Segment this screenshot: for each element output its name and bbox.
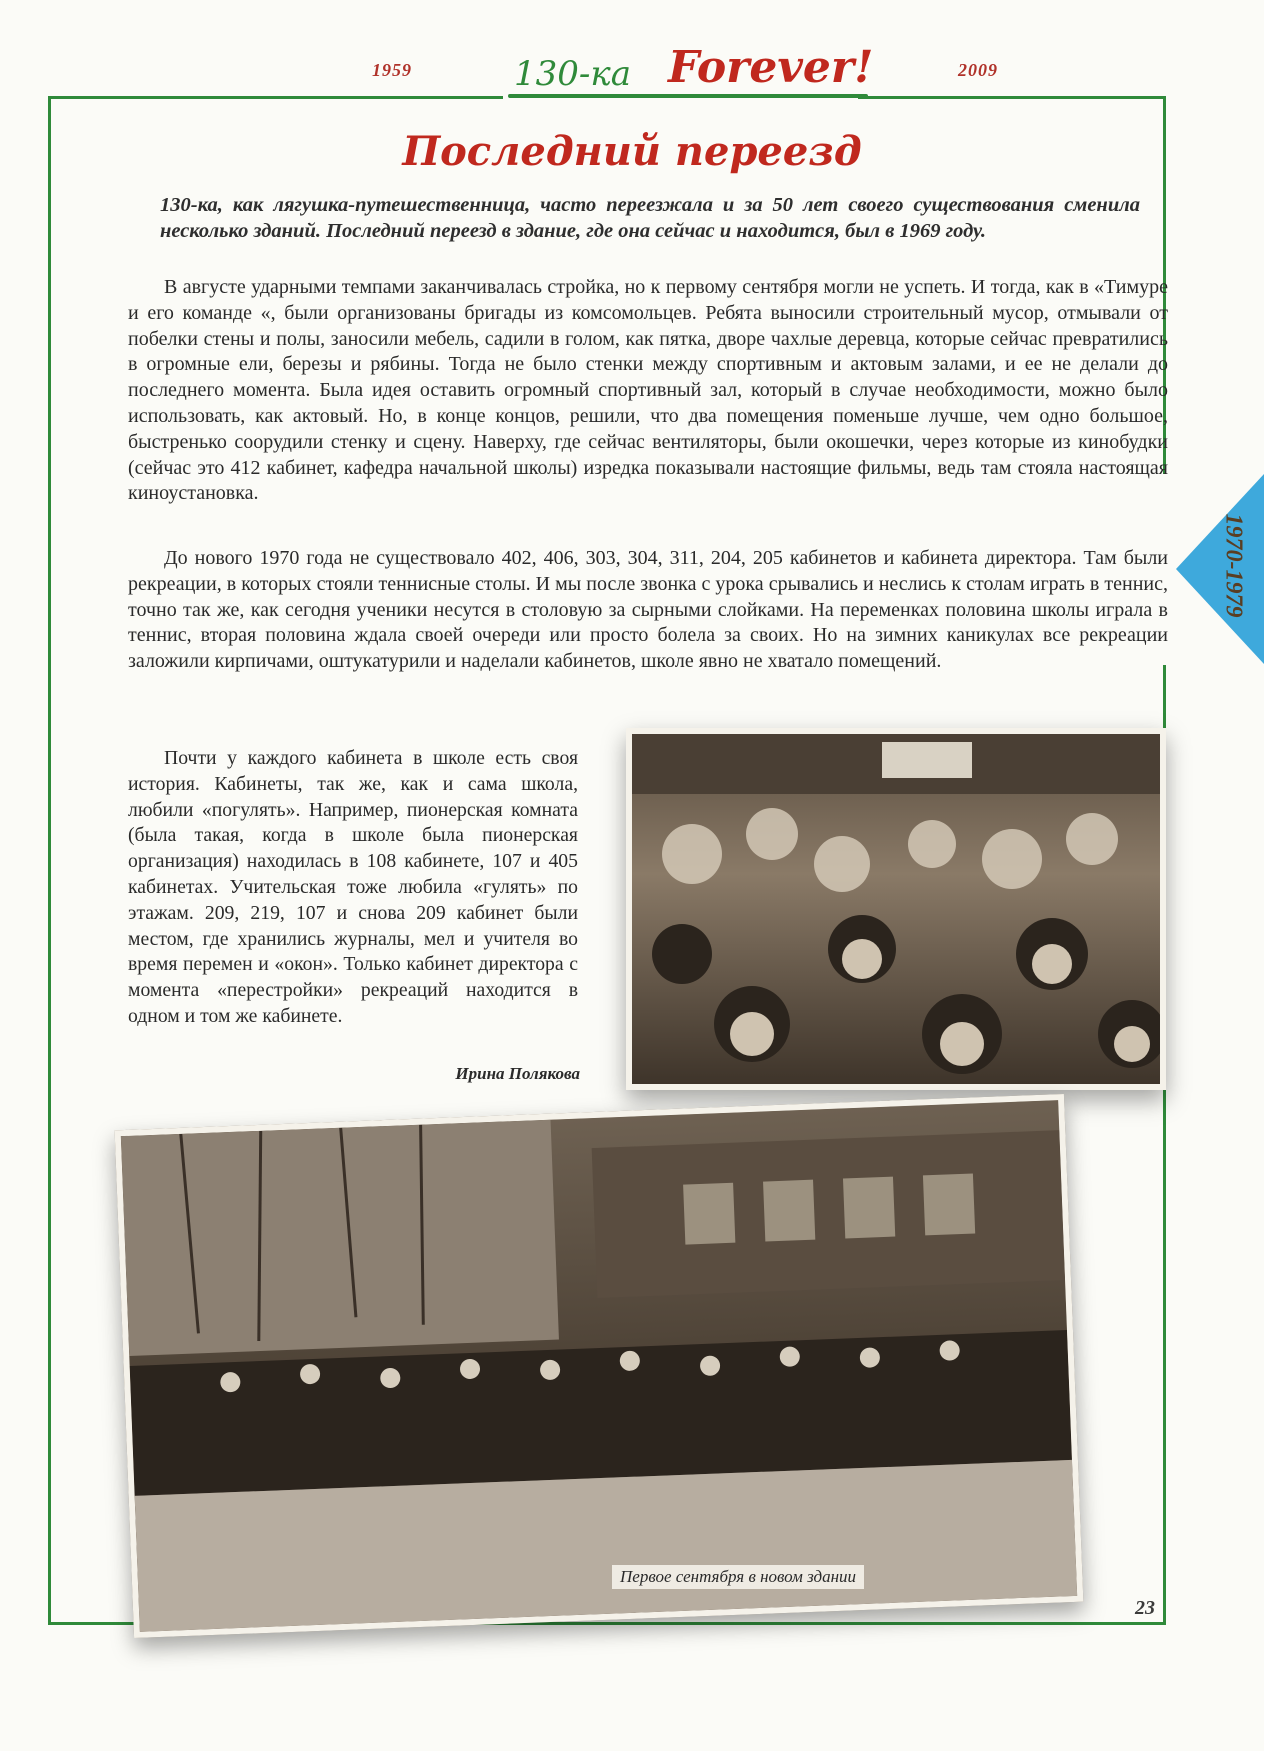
article-lead: 130-ка, как лягушка-путешественница, часто переезжала и за 50 лет своего существования сменила несколько зданий. Последний переезд в здание, где она сейчас и находится, был в 1969 году. — [160, 194, 1140, 242]
year-left: 1959 — [372, 60, 412, 80]
photo-2-image — [121, 1100, 1077, 1632]
photo-children-with-flowers — [626, 728, 1166, 1090]
magazine-logo — [500, 36, 880, 102]
paragraph-1: В августе ударными темпами заканчивалась стройка, но к первому сентября могли не успеть. И тогда, как в «Тимуре и его команде «, были организованы бригады из комсомольцев. Ребята выносили строительный мусор, отмывали от побелки стены и полы, заносили мебель, садили в голом, как пятка, дворе чахлые деревца, которые сейчас превратились в огромные ели, березы и рябины. Тогда не было стенки между спортивным и актовым залами, и ее не делали до последнего момента. Была идея оставить огромный спортивный зал, который в случае необходимости, можно было использовать, как актовый. Но, в конце концов, решили, что два помещения поменьше лучше, чем одно большое, быстренько соорудили стенку и сцену. Наверху, где сейчас вентиляторы, были окошечки, через которые из кинобудки (сейчас это 412 кабинет, кафедра начальной школы) изредка показывали настоящие фильмы, ведь там стояла настоящая киноустановка. — [128, 276, 1168, 505]
photo-1-image — [632, 734, 1160, 1084]
photo-first-september — [115, 1094, 1084, 1638]
photo-caption: Первое сентября в новом здании — [612, 1565, 864, 1589]
author-signature: Ирина Полякова — [455, 1064, 580, 1083]
logo-number: 130-ка — [514, 54, 631, 94]
top-rule-left — [48, 96, 503, 99]
top-rule-right — [858, 96, 1166, 99]
logo-word: Forever! — [668, 42, 874, 93]
logo-swoosh — [508, 94, 868, 98]
article-title: Последний переезд — [402, 128, 862, 175]
paragraph-2: До нового 1970 года не существовало 402, 406, 303, 304, 311, 204, 205 кабинетов и кабинета директора. Там были рекреации, в которых стояли теннисные столы. И мы после звонка с урока срывались и неслись к столам играть в теннис, точно так же, как сегодня ученики несутся в столовую за сырными слойками. На переменках половина школы играла в теннис, вторая половина ждала своей очереди или просто болела за своих. Но на зимних каникулах все рекреации заложили кирпичами, оштукатурили и наделали кабинетов, школе явно не хватало помещений. — [128, 547, 1168, 673]
left-border — [48, 96, 51, 1625]
page-number: 23 — [1135, 1597, 1155, 1619]
decade-label: 1970-1979 — [1220, 513, 1247, 618]
year-right: 2009 — [958, 60, 998, 80]
paragraph-3: Почти у каждого кабинета в школе есть своя история. Кабинеты, так же, как и сама школа, любили «погулять». Например, пионерская комната (была такая, когда в школе была пионерская организация) находилась в 108 кабинете, 107 и 405 кабинетах. Учительская тоже любила «гулять» по этажам. 209, 219, 107 и снова 209 кабинет были местом, где хранились журналы, мел и учителя во время перемен и «окон». Только кабинет директора с момента «перестройки» рекреаций находится в одном и том же кабинете. — [128, 747, 578, 1027]
